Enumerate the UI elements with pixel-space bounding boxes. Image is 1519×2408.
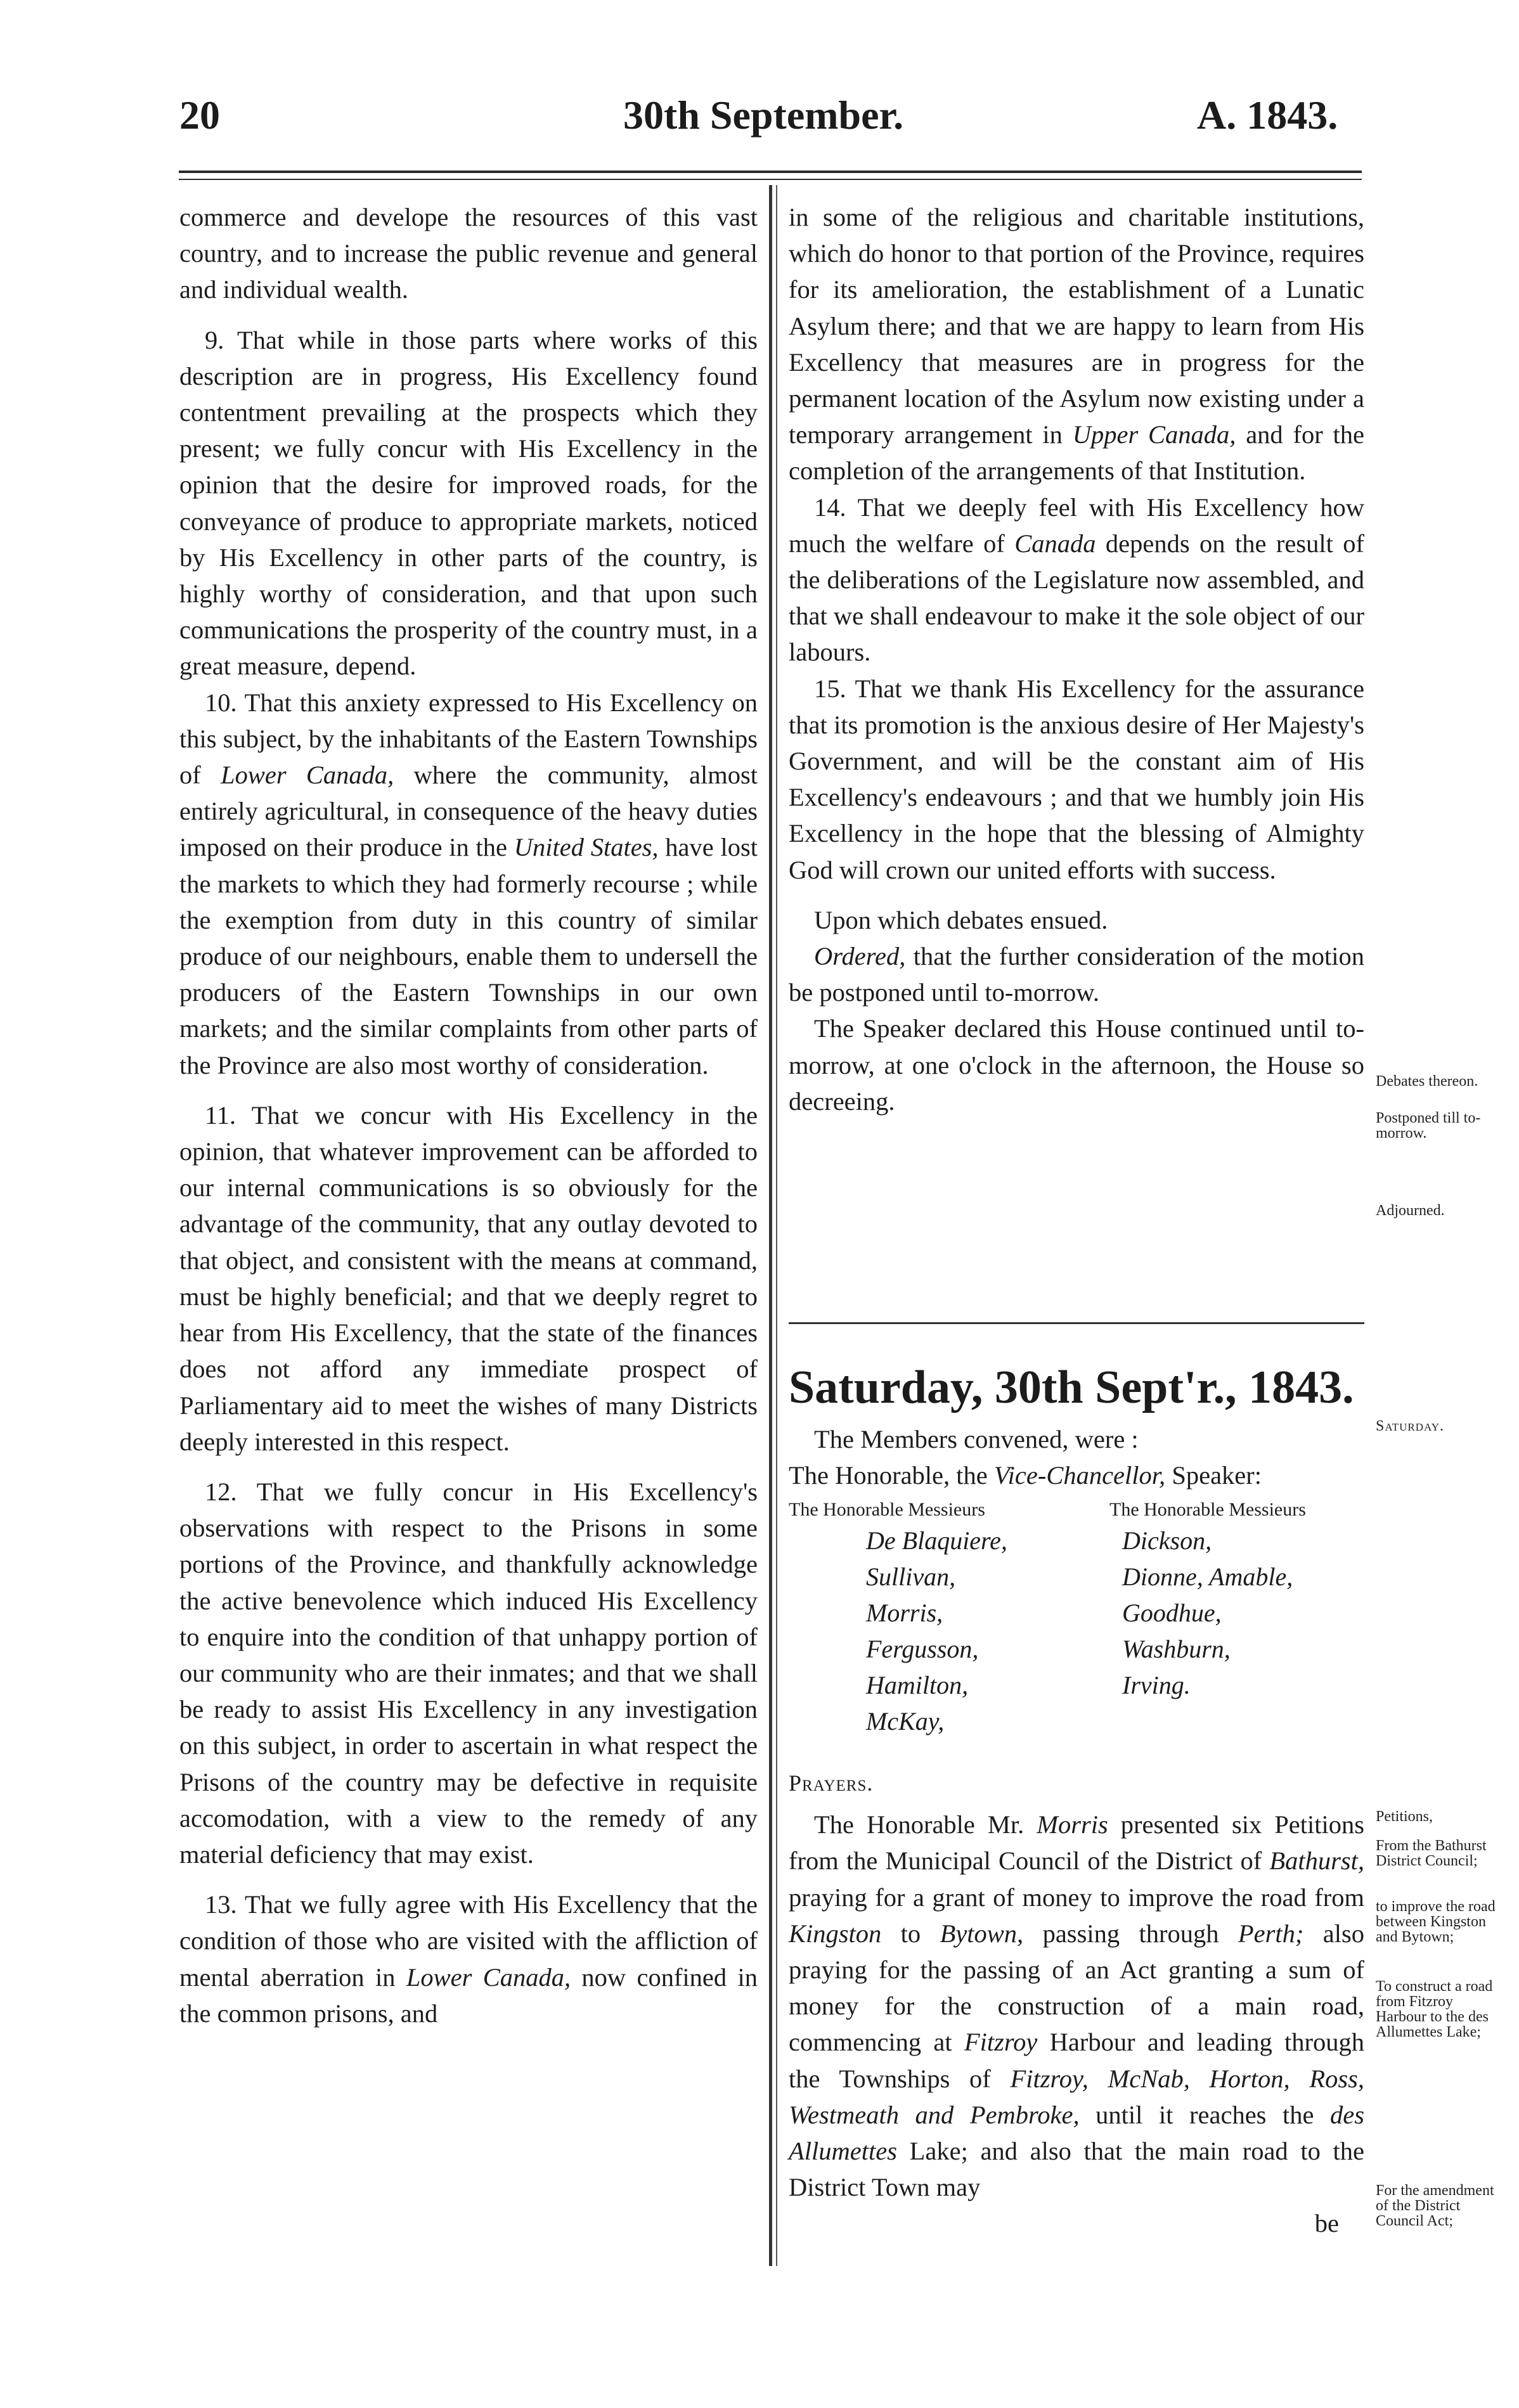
members-left-header: The Honorable Messieurs <box>789 1499 985 1520</box>
petitions-paragraph: The Honorable Mr. Morris presented six Petitions from the Municipal Council of the District of Bathurst, praying for a grant of money to improve the road from Kingston to Bytown, passing through Perth; also praying for the passing of an Act granting a sum of money for the construction of a main road, commencing at Fitzroy Harbour and leading through the Townships of Fitzroy, McNab, Horton, Ross, Westmeath and Pembroke, until it reaches the des Allumettes Lake; and also that the main road to the District Town may <box>789 1810 1364 2202</box>
member-name: Irving. <box>1122 1671 1191 1699</box>
section-title: Saturday, 30th Sept'r., 1843. <box>789 1362 1354 1413</box>
column-divider-inner <box>776 185 777 2266</box>
member-name: Goodhue, <box>1122 1599 1222 1627</box>
margin-note-amendment: For the amendment of the District Council Act; <box>1376 2182 1494 2229</box>
margin-note-adjourned: Adjourned. <box>1376 1202 1445 1219</box>
member-name: Fergusson, <box>866 1635 979 1663</box>
paragraph-12: 12. That we fully concur in His Excellency's observations with respect to the Prisons in some portions of the Province, and thankfully acknowledge the active benevolence which induced His Excellency to enquire into the condition of that unhappy portion of our community who are their inmates; and that we shall be ready to assist His Excellency in any investigation on this subject, in order to ascertain in what respect the Prisons of the country may be defective in requisite accomodation, with a view to the remedy of any material deficiency that may exist. <box>179 1477 758 1869</box>
header-rule-thin <box>179 179 1362 180</box>
paragraph-10: 10. That this anxiety expressed to His Excellency on this subject, by the inhabitants of the Eastern Townships of Lower Canada, where the community, almost entirely agricultural, in consequence of the heavy duties imposed on their produce in the United States, have lost the markets to which they had formerly recourse ; while the exemption from duty in this country of similar produce of our neighbours, enable them to undersell the producers of the Eastern Townships in our own markets; and the similar complaints from other parts of the Province are also most worthy of consideration. <box>179 688 758 1079</box>
paragraph-continued: commerce and develope the resources of this vast country, and to increase the public revenue and general and individual wealth. <box>179 203 758 304</box>
right-column-upper <box>789 199 1364 1119</box>
section-rule <box>789 1322 1364 1324</box>
paragraph-9: 9. That while in those parts where works of this description are in progress, His Excellency found contentment prevailing at the prospects which they present; we fully concur with His Excellency in the opinion that the desire for improved roads, for the conveyance of produce to appropriate markets, noticed by His Excellency in other parts of the country, is highly worthy of consideration, and that upon such communications the prosperity of the country must, in a great measure, depend. <box>179 325 758 681</box>
paragraph-13: 13. That we fully agree with His Excellency that the condition of those who are visited with the affliction of mental aberration in Lower Canada, now confined in the common prisons, and <box>179 1890 758 2028</box>
members-convened: The Members convened, were : <box>814 1425 1139 1453</box>
page-year: A. 1843. <box>1197 93 1338 138</box>
paragraph-14: 14. That we deeply feel with His Excellency how much the welfare of Canada depends on the result of the deliberations of the Legislature now assembled, and that we shall endeavour to make it the sole object of our labours. <box>789 493 1364 667</box>
left-column <box>179 199 758 2031</box>
convened-block <box>789 1421 1364 1493</box>
margin-note-construct-road: To construct a road from Fitzroy Harbour to the des Allumettes Lake; <box>1376 1978 1493 2040</box>
paragraph-15: 15. That we thank His Excellency for the assurance that its promotion is the anxious desire of Her Majesty's Government, and will be the constant aim of His Excellency's endeavours ; and that we humbly join His Excellency in the hope that the blessing of Almighty God will crown our united efforts with success. <box>789 674 1364 884</box>
house-adjourned: The Speaker declared this House continued until to-morrow, at one o'clock in the afternoon, the House so decreeing. <box>789 1014 1364 1116</box>
speaker-line: The Honorable, the Vice-Chancellor, Speaker: <box>789 1461 1262 1490</box>
header-rule-thick <box>179 171 1362 173</box>
catchword: be <box>1314 2209 1339 2238</box>
margin-note-from-district: From the Bathurst District Council; <box>1376 1838 1487 1869</box>
margin-note-petitions: Petitions, <box>1376 1808 1433 1825</box>
margin-note-postponed: Postponed till to-morrow. <box>1376 1110 1481 1142</box>
member-name: Washburn, <box>1122 1635 1231 1663</box>
page-number: 20 <box>179 93 220 138</box>
column-divider <box>769 185 772 2266</box>
member-name: Hamilton, <box>866 1671 969 1699</box>
margin-note-saturday: Saturday. <box>1376 1418 1445 1434</box>
member-name: Dionne, Amable, <box>1122 1562 1293 1591</box>
members-left <box>789 1497 1068 1739</box>
ordered-postponed: Ordered, that the further consideration of the motion be postponed until to-morrow. <box>789 942 1364 1007</box>
member-name: Sullivan, <box>866 1562 956 1591</box>
member-name: Dickson, <box>1122 1526 1212 1555</box>
margin-note-debates: Debates thereon. <box>1376 1073 1478 1090</box>
member-name: McKay, <box>866 1707 945 1735</box>
margin-note-improve-road: to improve the road between Kingston and Bytown; <box>1376 1898 1496 1945</box>
debates-ensued: Upon which debates ensued. <box>814 905 1108 934</box>
petitions-block <box>789 1764 1364 2242</box>
members-right <box>1109 1497 1363 1703</box>
paragraph-13-continued: in some of the religious and charitable institutions, which do honor to that portion of the Province, requires for its amelioration, the establishment of a Lunatic Asylum there; and that we are happy to learn from His Excellency that measures are in progress for the permanent location of the Asylum now existing under a temporary arrangement in Upper Canada, and for the completion of the arrangements of that Institution. <box>789 203 1364 486</box>
member-name: De Blaquiere, <box>866 1526 1007 1555</box>
prayers-heading: Prayers. <box>789 1770 874 1796</box>
paragraph-11: 11. That we concur with His Excellency in the opinion, that whatever improvement can be afforded to our internal communications is so obviously for the advantage of the community, that any outlay devoted to that object, and consistent with the means at command, must be highly beneficial; and that we deeply regret to hear from His Excellency, that the state of the finances does not afford any immediate prospect of Parliamentary aid to meet the wishes of many Districts deeply interested in this respect. <box>179 1100 758 1456</box>
page-date: 30th September. <box>623 93 904 138</box>
members-right-header: The Honorable Messieurs <box>1109 1499 1306 1520</box>
member-name: Morris, <box>866 1599 943 1627</box>
